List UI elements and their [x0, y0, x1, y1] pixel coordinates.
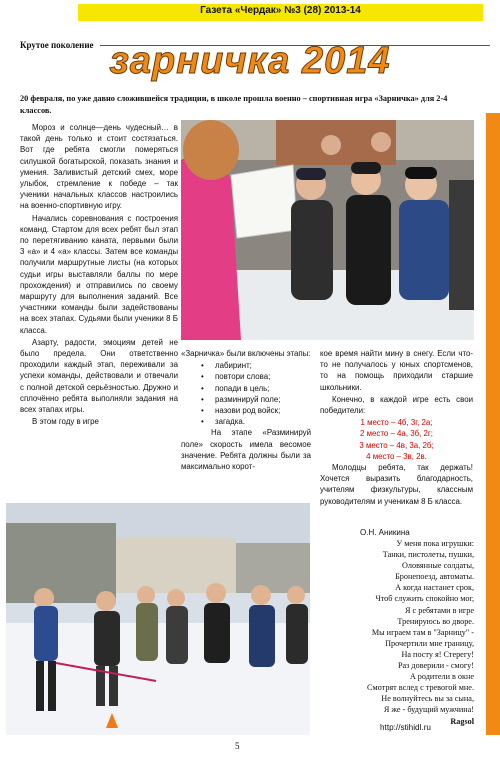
list-item: • назови род войск;: [201, 405, 311, 416]
poem: [312, 538, 474, 727]
poem-line: Не волнуйтесь вы за сына,: [381, 694, 474, 704]
list-item: • разминируй поле;: [201, 394, 311, 405]
article-title: зарничка 2014: [109, 40, 391, 82]
photo-children-in-snow: [6, 503, 310, 735]
winner-line: 1 место – 4б, 3г, 2а;: [360, 418, 433, 428]
page-number: 5: [235, 741, 240, 751]
poem-line: Я с ребятами в игре: [405, 605, 474, 615]
list-item: • повтори слова;: [201, 371, 311, 382]
paragraph: Конечно, в каждой игре есть свои победители:: [320, 394, 473, 416]
intro-text: , по уже давно сложившейся традиции, в школе прошла военно – спортивная игра «Зарничка» для 2-4 классов.: [20, 94, 448, 115]
source-link[interactable]: http://stihidl.ru: [380, 723, 431, 732]
winner-line: 2 место – 4а, 3б, 2г;: [360, 429, 433, 439]
poem-line: На посту я! Стерегу!: [401, 649, 474, 659]
poem-line: У меня пока игрушки:: [396, 539, 474, 548]
stages-list: [181, 360, 311, 427]
paragraph: кое время найти мину в снегу. Если что-то не получалось у юных спортсменов, то на помощь приходили старшие школьники.: [320, 349, 473, 392]
accent-strip: [486, 113, 500, 735]
winner-line: 4 место – 3в, 2в.: [366, 451, 427, 461]
poem-line: А когда настанет срок,: [395, 583, 474, 593]
text-column-1: [20, 122, 178, 428]
paragraph: Азарту, радости, эмоциям детей не было предела. Они ответственно проходили каждый этап, переживали за успехи команды, действовали и отвечали с полной детской серьёзностью. Дружно и сплочённо ребята выполняли задания на всех этапах игры.: [20, 337, 178, 415]
paragraph: Молодцы ребята, так держать! Хочется выразить благодарность, учителям физкультуры, классным руководителям и ученикам 8 Б класса.: [320, 463, 473, 506]
paragraph: На этапе «Разминируй поле» скорость имела весомое значение. Ребята должны были за максимально корот-: [181, 428, 311, 472]
winner-line: 3 место – 4в, 3а, 2б;: [359, 440, 434, 450]
intro-date: 20 февраля: [20, 94, 63, 103]
poem-line: А родители в окне: [409, 672, 474, 682]
text-column-3: [320, 348, 473, 508]
poem-author: Ragsol: [450, 716, 474, 726]
paragraph: «Зарничка» были включены этапы:: [181, 349, 311, 358]
list-item: • лабиринт;: [201, 360, 311, 371]
paragraph: В этом году в игре: [32, 417, 99, 427]
photo-illustration-1: [181, 120, 474, 340]
photo-illustration-2: [6, 503, 310, 735]
winners-list: [320, 417, 473, 462]
paragraph: Мороз и солнце—день чудесный… в такой день только и стоит состязаться. Вот где ребята смогли померяться силушкой богатырской, показать знания и умения. Заливистый детский смех, море улыбок, стремление к победе – так ученики начальных классов настроились на военно-спортивную игру.: [20, 123, 178, 211]
poem-line: Бронепоезд, автоматы.: [395, 572, 474, 582]
section-label: Крутое поколение: [20, 40, 94, 50]
poem-line: Смотрят вслед с тревогой мне.: [367, 683, 474, 693]
poem-line: Чтоб служить спокойно мог,: [375, 594, 474, 604]
photo-children-with-paper: [181, 120, 474, 340]
poem-line: Танки, пистолеты, пушки,: [382, 550, 474, 560]
author-signature: О.Н. Аникина: [360, 528, 410, 537]
list-item: • загадка.: [201, 416, 311, 427]
poem-line: Я же - будущий мужчина!: [383, 705, 474, 715]
newspaper-header: Газета «Чердак» №3 (28) 2013-14: [200, 5, 361, 16]
article-intro: [20, 93, 472, 117]
poem-line: Прочертили мне границу,: [385, 638, 474, 648]
paragraph: Начались соревнования с построения команд. Стартом для всех ребят был этап по перетягиванию каната, первыми были 3 «а» и 4 «а» классы. Затем все команды получили маршрутные листы (на которых судьи игры выставляли баллы по мере прохождения) и отправились по своему маршруту для выполнения заданий. Все участники команды были задействованы на всех этапах. Судьями были ученики 8 Б класса.: [20, 213, 178, 335]
poem-line: Оловянные солдаты,: [402, 561, 474, 571]
list-item: • попади в цель;: [201, 383, 311, 394]
poem-line: Мы играем там в "Зарницу" -: [371, 627, 474, 637]
poem-line: Тренируюсь во дворе.: [397, 616, 474, 626]
text-column-2: [181, 348, 311, 473]
poem-line: Раз доверили - смогу!: [397, 661, 474, 671]
